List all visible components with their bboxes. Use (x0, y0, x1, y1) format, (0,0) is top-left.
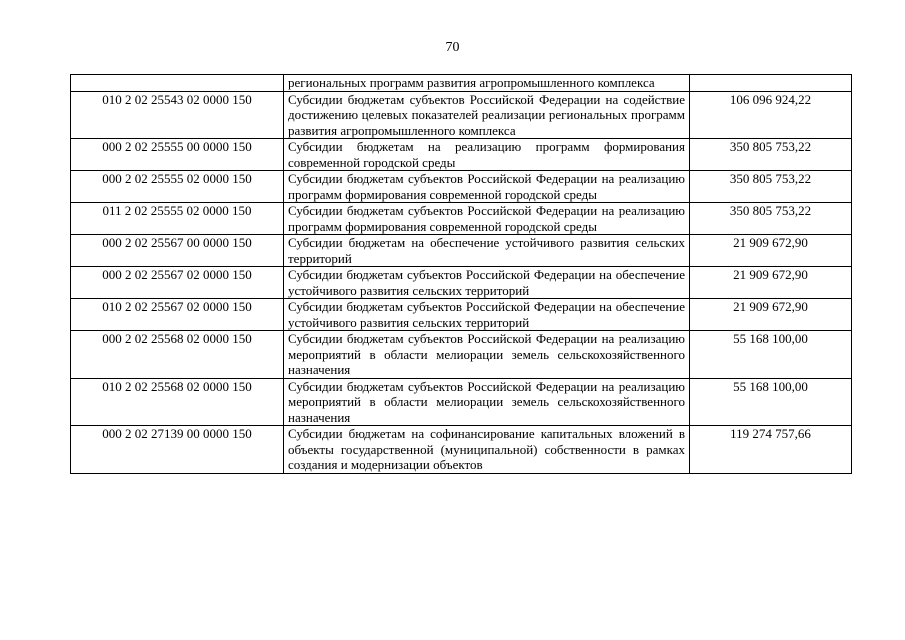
table-row (71, 299, 852, 331)
table-row (71, 235, 852, 267)
amount-cell: 350 805 753,22 (690, 171, 852, 203)
budget-code-cell: 010 2 02 25543 02 0000 150 (71, 91, 284, 139)
description-cell: Субсидии бюджетам субъектов Российской Федерации на реализацию мероприятий в области мелиорации земель сельскохозяйственного назначения (284, 331, 690, 379)
budget-code-cell: 011 2 02 25555 02 0000 150 (71, 203, 284, 235)
page-number: 70 (445, 40, 460, 55)
amount-cell: 350 805 753,22 (690, 139, 852, 171)
table-row (71, 203, 852, 235)
description-cell: Субсидии бюджетам субъектов Российской Федерации на обеспечение устойчивого развития сельских территорий (284, 299, 690, 331)
description-cell: Субсидии бюджетам на обеспечение устойчивого развития сельских территорий (284, 235, 690, 267)
description-cell: Субсидии бюджетам субъектов Российской Федерации на обеспечение устойчивого развития сельских территорий (284, 267, 690, 299)
budget-code-cell: 000 2 02 27139 00 0000 150 (71, 426, 284, 474)
amount-cell: 21 909 672,90 (690, 267, 852, 299)
description-cell: Субсидии бюджетам субъектов Российской Федерации на содействие достижению целевых показателей реализации региональных программ развития агропромышленного комплекса (284, 91, 690, 139)
amount-cell: 55 168 100,00 (690, 378, 852, 426)
amount-cell: 21 909 672,90 (690, 235, 852, 267)
table-row (71, 267, 852, 299)
description-cell: Субсидии бюджетам субъектов Российской Федерации на реализацию программ формирования современной городской среды (284, 171, 690, 203)
budget-code-cell: 010 2 02 25567 02 0000 150 (71, 299, 284, 331)
table-row (71, 426, 852, 474)
description-cell: Субсидии бюджетам субъектов Российской Федерации на реализацию мероприятий в области мелиорации земель сельскохозяйственного назначения (284, 378, 690, 426)
budget-code-cell: 000 2 02 25567 00 0000 150 (71, 235, 284, 267)
description-cell: региональных программ развития агропромышленного комплекса (284, 75, 690, 92)
table-row (71, 91, 852, 139)
table-row (71, 171, 852, 203)
budget-code-cell: 000 2 02 25555 02 0000 150 (71, 171, 284, 203)
amount-cell: 21 909 672,90 (690, 299, 852, 331)
budget-code-cell: 000 2 02 25568 02 0000 150 (71, 331, 284, 379)
description-cell: Субсидии бюджетам на реализацию программ формирования современной городской среды (284, 139, 690, 171)
amount-cell: 106 096 924,22 (690, 91, 852, 139)
amount-cell (690, 75, 852, 92)
amount-cell: 55 168 100,00 (690, 331, 852, 379)
description-cell: Субсидии бюджетам на софинансирование капитальных вложений в объекты государственной (муниципальной) собственности в рамках создания и модернизации объектов (284, 426, 690, 474)
budget-code-cell (71, 75, 284, 92)
table-row (71, 378, 852, 426)
budget-code-cell: 000 2 02 25555 00 0000 150 (71, 139, 284, 171)
table-row (71, 75, 852, 92)
amount-cell: 350 805 753,22 (690, 203, 852, 235)
description-cell: Субсидии бюджетам субъектов Российской Федерации на реализацию программ формирования современной городской среды (284, 203, 690, 235)
budget-revenue-table (70, 74, 852, 474)
amount-cell: 119 274 757,66 (690, 426, 852, 474)
budget-code-cell: 010 2 02 25568 02 0000 150 (71, 378, 284, 426)
table-row (71, 139, 852, 171)
budget-code-cell: 000 2 02 25567 02 0000 150 (71, 267, 284, 299)
table-row (71, 331, 852, 379)
